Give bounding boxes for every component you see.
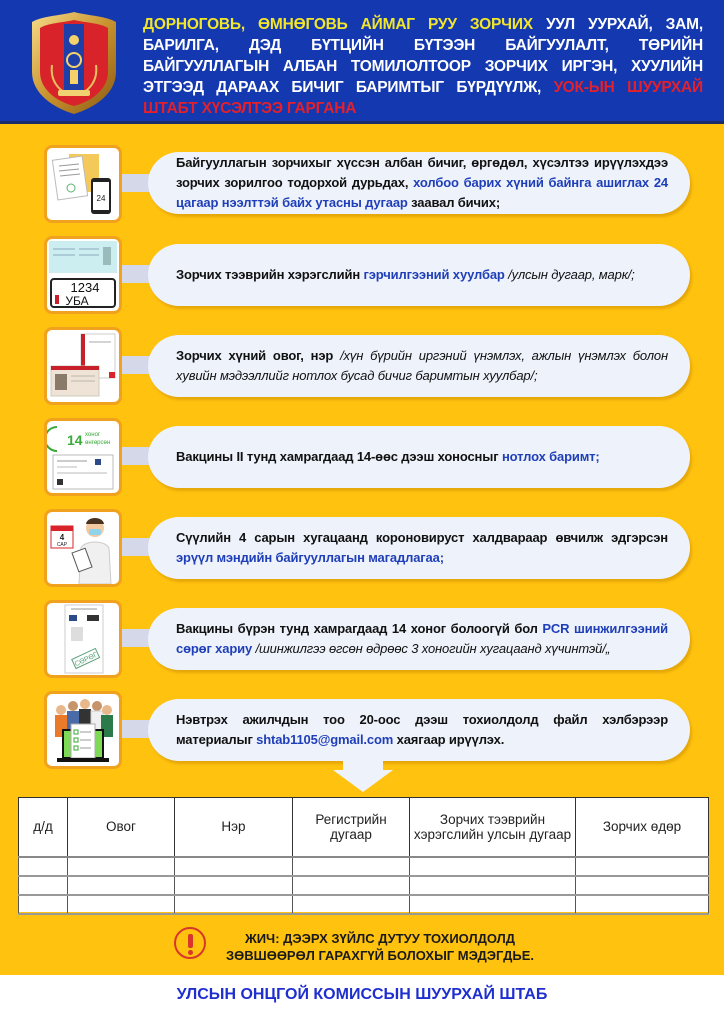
table-cell[interactable] — [410, 876, 576, 895]
badge-number: 14 — [67, 432, 83, 448]
email-link[interactable]: shtab1105@gmail.com — [256, 732, 394, 747]
column-header: Нэр — [175, 798, 293, 857]
step-3 — [0, 325, 724, 415]
text-highlight: эрүүл мэндийн байгууллагын магадлагаа; — [176, 550, 444, 565]
step-connector — [122, 629, 150, 647]
svg-text:24: 24 — [96, 194, 106, 203]
step-bubble — [148, 244, 690, 306]
step-connector — [122, 356, 150, 374]
text-plain: заавал бичих; — [407, 195, 501, 210]
stamp-text: СӨРӨГ — [73, 651, 99, 669]
text-highlight: нотлох баримт; — [501, 449, 600, 464]
svg-text:өнгөрсөн: өнгөрсөн — [85, 440, 111, 446]
step-connector — [122, 447, 150, 465]
table-cell[interactable] — [68, 876, 175, 895]
doctor-icon — [44, 509, 122, 587]
warning-line-1: ЖИЧ: ДЭЭРХ ЗҮЙЛС ДУТУУ ТОХИОЛДОЛД — [244, 931, 516, 946]
vaccine-certificate-icon — [44, 418, 122, 496]
svg-text:хоног: хоног — [85, 432, 101, 438]
plate-letters: УБА — [65, 294, 89, 308]
table-cell[interactable] — [19, 895, 68, 914]
plate-number: 1234 — [70, 280, 100, 295]
text-plain: Сүүлийн 4 сарын хугацаанд короновируст халдвараар өвчилж эдгэрсэн — [176, 530, 668, 545]
table-row — [19, 857, 709, 876]
header-banner — [0, 0, 724, 124]
step-bubble — [148, 335, 690, 397]
text-italic: /улсын дугаар, марк/; — [504, 267, 635, 282]
text-italic: /шинжилгээ өгсөн өдрөөс 3 хоногийн хугацаанд хүчинтэй/„ — [252, 641, 610, 656]
table-cell[interactable] — [293, 876, 410, 895]
table-cell[interactable] — [175, 895, 293, 914]
step-text — [176, 447, 668, 467]
header-title-red: УОК-ЫН ШУУРХАЙ ШТАБТ ХҮСЭЛТЭЭ ГАРГАНА — [143, 79, 703, 117]
table-cell[interactable] — [576, 876, 709, 895]
step-connector — [122, 265, 150, 283]
registration-table — [18, 797, 708, 912]
warning-note — [0, 922, 724, 972]
vehicle-certificate-icon — [44, 236, 122, 314]
table-cell[interactable] — [576, 857, 709, 876]
table-cell[interactable] — [293, 857, 410, 876]
table-cell[interactable] — [410, 895, 576, 914]
text-plain: Зорчих хүний овог, нэр — [176, 348, 341, 363]
step-text — [176, 710, 668, 750]
documents-phone-icon — [44, 145, 122, 223]
text-plain: Зорчих тээврийн хэрэгслийн — [176, 267, 364, 282]
step-connector — [122, 720, 150, 738]
step-bubble — [148, 608, 690, 670]
table-cell[interactable] — [576, 895, 709, 914]
step-4 — [0, 416, 724, 506]
exclamation-icon — [174, 927, 206, 959]
workers-laptop-icon — [44, 691, 122, 769]
table-cell[interactable] — [68, 895, 175, 914]
text-plain: хаягаар ирүүлэх. — [393, 732, 505, 747]
table-cell[interactable] — [293, 895, 410, 914]
table-row — [19, 895, 709, 914]
step-2 — [0, 234, 724, 324]
emblem-icon — [28, 10, 120, 116]
table-cell[interactable] — [175, 876, 293, 895]
calendar-number: 4 — [59, 533, 65, 542]
warning-line-2: ЗӨВШӨӨРӨЛ ГАРАХГҮЙ БОЛОХЫГ МЭДЭГДЬЕ. — [226, 948, 534, 963]
text-plain: Вакцины II тунд хамрагдаад 14-өөс дээш хоносныг — [176, 449, 502, 464]
table-header-row — [19, 798, 709, 857]
table-cell[interactable] — [175, 857, 293, 876]
step-bubble — [148, 152, 690, 214]
step-connector — [122, 538, 150, 556]
arrow-down-icon — [333, 756, 393, 792]
column-header: Зорчих өдөр — [576, 798, 709, 857]
step-text — [176, 265, 668, 285]
column-header: Регистрийн дугаар — [293, 798, 410, 857]
column-header: Зорчих тээврийн хэрэгслийн улсын дугаар — [410, 798, 576, 857]
step-bubble — [148, 699, 690, 761]
table-cell[interactable] — [68, 857, 175, 876]
table-cell[interactable] — [19, 857, 68, 876]
column-header: д/д — [19, 798, 68, 857]
header-title-highlight: ДОРНОГОВЬ, ӨМНӨГОВЬ АЙМАГ РУУ ЗОРЧИХ — [143, 16, 533, 33]
text-plain: Байгууллагын зорчихыг хүссэн албан бичиг, өргөдөл, хүсэлтээ ирүүлэхдээ зорчих зорилгоо тодорхой дурьдах, — [176, 155, 668, 190]
text-italic: /хүн бүрийн иргэний үнэмлэх, ажлын үнэмлэх болон хувийн мэдээллийг нотлох бусад бичиг баримтын хуулбар/; — [176, 348, 668, 383]
column-header: Овог — [68, 798, 175, 857]
step-text — [176, 346, 668, 386]
step-bubble — [148, 426, 690, 488]
warning-text — [215, 930, 545, 964]
text-highlight: холбоо барих хүний байнга ашиглах 24 цагаар нээлттэй байх утасны дугаар — [176, 175, 668, 210]
header-title — [143, 14, 703, 119]
step-text — [176, 528, 668, 568]
table-cell[interactable] — [19, 876, 68, 895]
header-title-main: УУЛ УУРХАЙ, ЗАМ, БАРИЛГА, ДЭД БҮТЦИЙН БҮТЭЭН БАЙГУУЛАЛТ, ТӨРИЙН БАЙГУУЛЛАГЫН АЛБАН ТОМИЛОЛТООР ЗОРЧИХ ИРГЭН, ХУУЛИЙН ЭТГЭЭД ДАРААХ БИЧИГ БАРИМТЫГ БҮРДҮҮЛЖ, — [143, 16, 703, 96]
text-plain: Вакцины бүрэн тунд хамрагдаад 14 хоног болоогүй бол — [176, 621, 543, 636]
step-1 — [0, 143, 724, 233]
step-text — [176, 619, 668, 659]
step-5 — [0, 507, 724, 597]
step-connector — [122, 174, 150, 192]
text-highlight: PCR шинжилгээний сөрөг хариу — [176, 621, 668, 656]
step-text — [176, 153, 668, 213]
step-6 — [0, 598, 724, 688]
id-card-icon — [44, 327, 122, 405]
text-highlight: гэрчилгээний хуулбар — [363, 267, 505, 282]
footer-title: УЛСЫН ОНЦГОЙ КОМИССЫН ШУУРХАЙ ШТАБ — [176, 986, 548, 1003]
pcr-result-icon — [44, 600, 122, 678]
text-plain: Нэвтрэх ажилчдын тоо 20-оос дээш тохиолдолд файл хэлбэрээр материалыг — [176, 712, 668, 747]
table-row — [19, 876, 709, 895]
calendar-label: САР — [56, 542, 68, 548]
step-bubble — [148, 517, 690, 579]
table-cell[interactable] — [410, 857, 576, 876]
